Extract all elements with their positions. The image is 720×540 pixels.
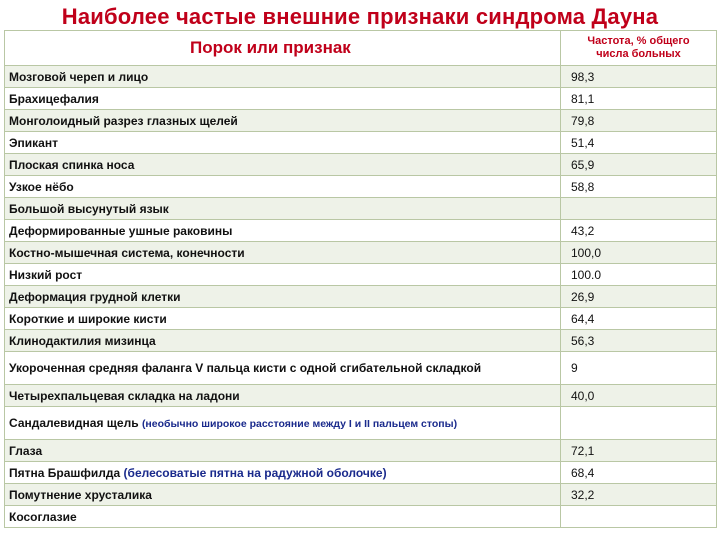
sign-label: Мозговой череп и лицо <box>9 69 149 84</box>
table-row <box>5 220 717 242</box>
sign-cell <box>5 264 561 286</box>
sign-label: Монголоидный разрез глазных щелей <box>9 113 238 128</box>
frequency-cell: 98,3 <box>561 66 717 88</box>
frequency-cell: 100.0 <box>561 264 717 286</box>
frequency-cell: 58,8 <box>561 176 717 198</box>
table-row <box>5 198 717 220</box>
table-row <box>5 110 717 132</box>
sign-cell <box>5 352 561 385</box>
sign-label: Косоглазие <box>9 509 77 524</box>
sign-cell <box>5 407 561 440</box>
frequency-cell: 32,2 <box>561 484 717 506</box>
frequency-cell: 100,0 <box>561 242 717 264</box>
table-row <box>5 484 717 506</box>
frequency-cell: 9 <box>561 352 717 385</box>
frequency-cell: 51,4 <box>561 132 717 154</box>
table-row <box>5 286 717 308</box>
frequency-cell: 56,3 <box>561 330 717 352</box>
sign-label: Четырехпальцевая складка на ладони <box>9 388 240 403</box>
frequency-cell <box>561 407 717 440</box>
sign-cell <box>5 440 561 462</box>
page-title: Наиболее частые внешние признаки синдрома Дауна <box>61 4 659 29</box>
frequency-cell <box>561 198 717 220</box>
frequency-cell: 81,1 <box>561 88 717 110</box>
sign-cell <box>5 506 561 528</box>
frequency-cell: 40,0 <box>561 385 717 407</box>
table-row <box>5 154 717 176</box>
sign-label: Сандалевидная щель <box>9 416 139 430</box>
sign-cell <box>5 330 561 352</box>
table-row <box>5 176 717 198</box>
sign-cell <box>5 220 561 242</box>
table-row <box>5 440 717 462</box>
frequency-cell: 68,4 <box>561 462 717 484</box>
sign-label: Пятна Брашфилда <box>9 465 121 480</box>
sign-cell <box>5 462 561 484</box>
sign-label: Плоская спинка носа <box>9 157 135 172</box>
table-row <box>5 352 717 385</box>
sign-label: Короткие и широкие кисти <box>9 311 167 326</box>
sign-label: Большой высунутый язык <box>9 201 169 216</box>
frequency-cell: 72,1 <box>561 440 717 462</box>
sign-label: Деформация грудной клетки <box>9 289 181 304</box>
table-row <box>5 330 717 352</box>
sign-label: Деформированные ушные раковины <box>9 223 233 238</box>
frequency-cell: 65,9 <box>561 154 717 176</box>
table-row <box>5 264 717 286</box>
table-header-row <box>5 31 717 66</box>
sign-cell <box>5 385 561 407</box>
sign-cell <box>5 154 561 176</box>
sign-cell <box>5 308 561 330</box>
table-row <box>5 385 717 407</box>
sign-cell <box>5 66 561 88</box>
column-header-frequency-line1: Частота, % общего <box>587 35 690 47</box>
sign-label: Эпикант <box>9 135 58 150</box>
frequency-cell: 26,9 <box>561 286 717 308</box>
sign-cell <box>5 286 561 308</box>
sign-cell <box>5 198 561 220</box>
column-header-frequency <box>561 31 717 66</box>
column-header-sign: Порок или признак <box>5 31 561 66</box>
sign-cell <box>5 484 561 506</box>
sign-label: Помутнение хрусталика <box>9 487 152 502</box>
frequency-cell: 79,8 <box>561 110 717 132</box>
table-row <box>5 506 717 528</box>
table-row <box>5 308 717 330</box>
column-header-frequency-line2: числа больных <box>596 48 681 60</box>
sign-cell <box>5 88 561 110</box>
sign-cell <box>5 110 561 132</box>
frequency-cell: 43,2 <box>561 220 717 242</box>
table-row <box>5 462 717 484</box>
sign-cell <box>5 132 561 154</box>
table-row <box>5 88 717 110</box>
sign-label: Брахицефалия <box>9 91 99 106</box>
sign-label: Узкое нёбо <box>9 179 74 194</box>
sign-cell <box>5 242 561 264</box>
table-row <box>5 66 717 88</box>
sign-note: (необычно широкое расстояние между I и II пальцем стопы) <box>141 418 458 430</box>
sign-cell <box>5 176 561 198</box>
table-row <box>5 407 717 440</box>
sign-note: (белесоватые пятна на радужной оболочке) <box>123 465 387 480</box>
sign-label: Костно-мышечная система, конечности <box>9 245 245 260</box>
sign-label: Клинодактилия мизинца <box>9 333 156 348</box>
sign-label: Низкий рост <box>9 267 83 282</box>
frequency-cell: 64,4 <box>561 308 717 330</box>
signs-table <box>4 30 717 528</box>
table-row <box>5 132 717 154</box>
sign-label: Укороченная средняя фаланга V пальца кисти с одной сгибательной складкой <box>9 361 482 375</box>
table-row <box>5 242 717 264</box>
sign-label: Глаза <box>9 443 43 458</box>
frequency-cell <box>561 506 717 528</box>
